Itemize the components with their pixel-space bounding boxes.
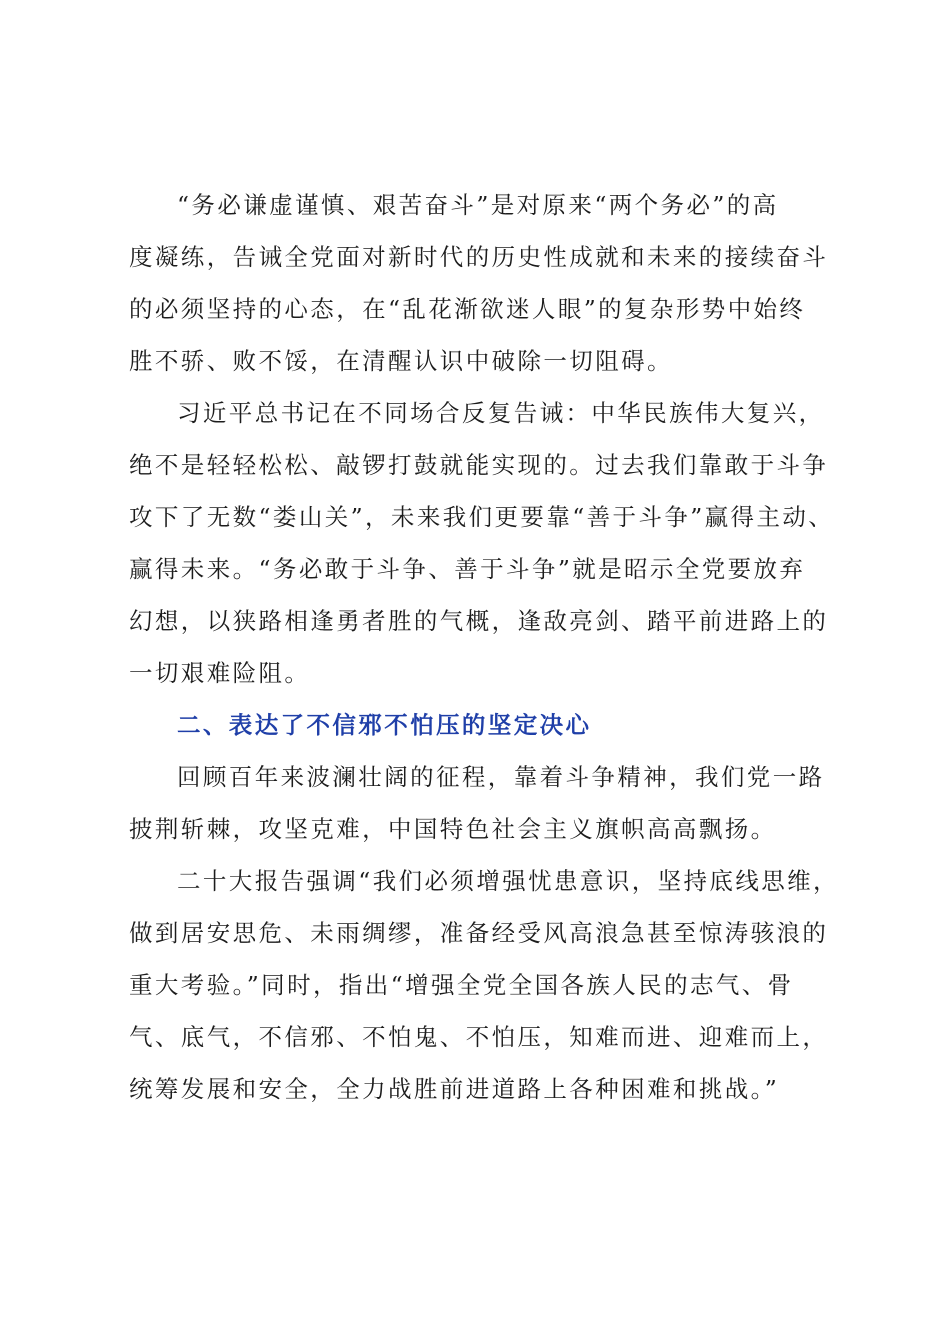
paragraph-4-line-4: 气、底气，不信邪、不怕鬼、不怕压，知难而进、迎难而上，: [129, 1023, 829, 1051]
paragraph-4-line-3: 重大考验。”同时，指出“增强全党全国各族人民的志气、骨: [129, 971, 794, 999]
paragraph-3-line-2: 披荆斩棘，攻坚克难，中国特色社会主义旗帜高高飘扬。: [129, 815, 777, 843]
paragraph-1-line-4: 胜不骄、败不馁，在清醒认识中破除一切阻碍。: [129, 347, 673, 375]
paragraph-1-line-3: 的必须坚持的心态，在“乱花渐欲迷人眼”的复杂形势中始终: [129, 295, 806, 323]
paragraph-2-line-4: 赢得未来。“务必敢于斗争、善于斗争”就是昭示全党要放弃: [129, 555, 806, 583]
paragraph-2-line-1: 习近平总书记在不同场合反复告诫：中华民族伟大复兴，: [177, 399, 825, 427]
paragraph-4-line-2: 做到居安思危、未雨绸缪，准备经受风高浪急甚至惊涛骇浪的: [129, 919, 829, 947]
paragraph-2-line-2: 绝不是轻轻松松、敲锣打鼓就能实现的。过去我们靠敢于斗争: [129, 451, 829, 479]
paragraph-1-line-1: “务必谦虚谨慎、艰苦奋斗”是对原来“两个务必”的高: [177, 191, 779, 219]
paragraph-2-line-5: 幻想，以狭路相逢勇者胜的气概，逢敌亮剑、踏平前进路上的: [129, 607, 829, 635]
paragraph-2-line-3: 攻下了无数“娄山关”，未来我们更要靠“善于斗争”赢得主动、: [129, 503, 835, 531]
paragraph-1-line-2: 度凝练，告诫全党面对新时代的历史性成就和未来的接续奋斗: [129, 243, 829, 271]
paragraph-3-line-1: 回顾百年来波澜壮阔的征程，靠着斗争精神，我们党一路: [177, 763, 825, 791]
paragraph-2-line-6: 一切艰难险阻。: [129, 659, 311, 687]
paragraph-4-line-5: 统筹发展和安全，全力战胜前进道路上各种困难和挑战。”: [129, 1075, 780, 1103]
paragraph-4-line-1: 二十大报告强调“我们必须增强忧患意识，坚持底线思维，: [177, 867, 839, 895]
section-heading: 二、表达了不信邪不怕压的坚定决心: [177, 711, 592, 739]
